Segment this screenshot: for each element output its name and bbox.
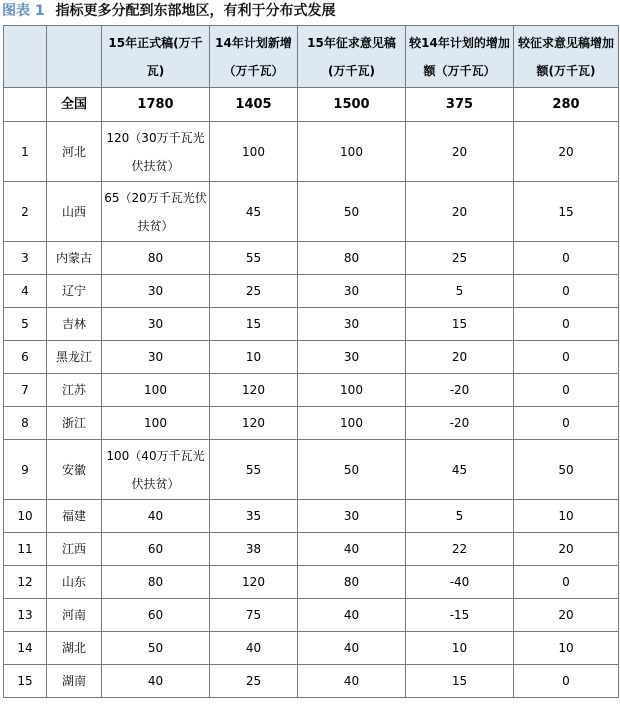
row-index-cell: 13 (4, 599, 47, 632)
row-index-cell: 12 (4, 566, 47, 599)
draft-15-cell: 30 (298, 500, 406, 533)
vs-14-cell: 20 (406, 182, 514, 242)
plan-14-cell: 35 (210, 500, 298, 533)
region-cell: 江西 (47, 533, 102, 566)
vs-draft-cell: 50 (514, 440, 619, 500)
region-cell: 河南 (47, 599, 102, 632)
row-index-cell (4, 88, 47, 122)
table-row (4, 632, 619, 665)
row-index-cell: 4 (4, 275, 47, 308)
vs-draft-cell: 0 (514, 407, 619, 440)
region-cell: 辽宁 (47, 275, 102, 308)
formal-15-cell: 80 (102, 566, 210, 599)
header-index (4, 26, 47, 88)
vs-draft-cell: 0 (514, 341, 619, 374)
row-index-cell: 7 (4, 374, 47, 407)
vs-14-cell: 375 (406, 88, 514, 122)
plan-14-cell: 120 (210, 374, 298, 407)
table-row (4, 122, 619, 182)
draft-15-cell: 30 (298, 275, 406, 308)
header-plan-14: 14年计划新增（万千瓦） (210, 26, 298, 88)
draft-15-cell: 100 (298, 374, 406, 407)
formal-15-cell: 30 (102, 308, 210, 341)
region-cell: 吉林 (47, 308, 102, 341)
vs-draft-cell: 0 (514, 275, 619, 308)
draft-15-cell: 40 (298, 632, 406, 665)
vs-draft-cell: 280 (514, 88, 619, 122)
vs-14-cell: 10 (406, 632, 514, 665)
vs-14-cell: 5 (406, 500, 514, 533)
plan-14-cell: 45 (210, 182, 298, 242)
vs-14-cell: 20 (406, 122, 514, 182)
draft-15-cell: 40 (298, 665, 406, 698)
plan-14-cell: 100 (210, 122, 298, 182)
region-cell: 河北 (47, 122, 102, 182)
vs-14-cell: -20 (406, 407, 514, 440)
header-vs-draft: 较征求意见稿增加额(万千瓦) (514, 26, 619, 88)
vs-14-cell: 5 (406, 275, 514, 308)
table-row (4, 665, 619, 698)
plan-14-cell: 15 (210, 308, 298, 341)
table-row (4, 341, 619, 374)
draft-15-cell: 100 (298, 122, 406, 182)
table-row (4, 308, 619, 341)
row-index-cell: 2 (4, 182, 47, 242)
table-row (4, 599, 619, 632)
vs-draft-cell: 20 (514, 122, 619, 182)
formal-15-cell: 100 (102, 374, 210, 407)
table-row (4, 182, 619, 242)
row-index-cell: 15 (4, 665, 47, 698)
draft-15-cell: 30 (298, 308, 406, 341)
formal-15-cell: 100（40万千瓦光伏扶贫） (102, 440, 210, 500)
figure-label: 图表 1 (2, 3, 45, 19)
vs-draft-cell: 20 (514, 533, 619, 566)
region-cell: 黑龙江 (47, 341, 102, 374)
formal-15-cell: 100 (102, 407, 210, 440)
formal-15-cell: 30 (102, 275, 210, 308)
formal-15-cell: 1780 (102, 88, 210, 122)
vs-14-cell: 25 (406, 242, 514, 275)
header-formal-15: 15年正式稿(万千瓦) (102, 26, 210, 88)
plan-14-cell: 1405 (210, 88, 298, 122)
figure-title (0, 0, 620, 22)
region-cell: 福建 (47, 500, 102, 533)
draft-15-cell: 40 (298, 599, 406, 632)
vs-14-cell: -20 (406, 374, 514, 407)
plan-14-cell: 25 (210, 275, 298, 308)
vs-draft-cell: 20 (514, 599, 619, 632)
header-draft-15: 15年征求意见稿(万千瓦) (298, 26, 406, 88)
draft-15-cell: 50 (298, 440, 406, 500)
draft-15-cell: 80 (298, 566, 406, 599)
draft-15-cell: 30 (298, 341, 406, 374)
formal-15-cell: 40 (102, 665, 210, 698)
row-index-cell: 5 (4, 308, 47, 341)
table-header-row (4, 26, 619, 88)
formal-15-cell: 65（20万千瓦光伏扶贫） (102, 182, 210, 242)
plan-14-cell: 25 (210, 665, 298, 698)
draft-15-cell: 50 (298, 182, 406, 242)
table-row (4, 275, 619, 308)
row-index-cell: 1 (4, 122, 47, 182)
allocation-table (3, 25, 619, 698)
plan-14-cell: 40 (210, 632, 298, 665)
draft-15-cell: 40 (298, 533, 406, 566)
region-cell: 湖南 (47, 665, 102, 698)
vs-draft-cell: 10 (514, 500, 619, 533)
row-index-cell: 11 (4, 533, 47, 566)
total-row (4, 88, 619, 122)
region-cell: 江苏 (47, 374, 102, 407)
region-cell: 安徽 (47, 440, 102, 500)
region-cell: 浙江 (47, 407, 102, 440)
figure-caption: 指标更多分配到东部地区，有利于分布式发展 (55, 3, 336, 19)
region-cell: 山东 (47, 566, 102, 599)
formal-15-cell: 30 (102, 341, 210, 374)
vs-14-cell: -40 (406, 566, 514, 599)
draft-15-cell: 1500 (298, 88, 406, 122)
table-body (4, 88, 619, 698)
plan-14-cell: 10 (210, 341, 298, 374)
plan-14-cell: 120 (210, 407, 298, 440)
vs-14-cell: 20 (406, 341, 514, 374)
table-row (4, 500, 619, 533)
vs-draft-cell: 0 (514, 665, 619, 698)
table-row (4, 407, 619, 440)
plan-14-cell: 75 (210, 599, 298, 632)
region-cell: 山西 (47, 182, 102, 242)
vs-draft-cell: 0 (514, 566, 619, 599)
row-index-cell: 10 (4, 500, 47, 533)
formal-15-cell: 120（30万千瓦光伏扶贫） (102, 122, 210, 182)
region-cell: 湖北 (47, 632, 102, 665)
table-row (4, 566, 619, 599)
vs-14-cell: 45 (406, 440, 514, 500)
plan-14-cell: 55 (210, 242, 298, 275)
plan-14-cell: 55 (210, 440, 298, 500)
plan-14-cell: 38 (210, 533, 298, 566)
header-vs-14: 较14年计划的增加额（万千瓦） (406, 26, 514, 88)
vs-14-cell: -15 (406, 599, 514, 632)
row-index-cell: 6 (4, 341, 47, 374)
vs-draft-cell: 0 (514, 242, 619, 275)
formal-15-cell: 40 (102, 500, 210, 533)
formal-15-cell: 60 (102, 599, 210, 632)
vs-draft-cell: 0 (514, 308, 619, 341)
formal-15-cell: 60 (102, 533, 210, 566)
draft-15-cell: 100 (298, 407, 406, 440)
draft-15-cell: 80 (298, 242, 406, 275)
formal-15-cell: 50 (102, 632, 210, 665)
vs-draft-cell: 15 (514, 182, 619, 242)
vs-14-cell: 15 (406, 665, 514, 698)
formal-15-cell: 80 (102, 242, 210, 275)
row-index-cell: 9 (4, 440, 47, 500)
vs-draft-cell: 0 (514, 374, 619, 407)
table-row (4, 440, 619, 500)
vs-14-cell: 22 (406, 533, 514, 566)
header-region (47, 26, 102, 88)
row-index-cell: 14 (4, 632, 47, 665)
region-cell: 全国 (47, 88, 102, 122)
table-row (4, 533, 619, 566)
region-cell: 内蒙古 (47, 242, 102, 275)
table-row (4, 374, 619, 407)
row-index-cell: 3 (4, 242, 47, 275)
plan-14-cell: 120 (210, 566, 298, 599)
vs-draft-cell: 10 (514, 632, 619, 665)
table-row (4, 242, 619, 275)
row-index-cell: 8 (4, 407, 47, 440)
vs-14-cell: 15 (406, 308, 514, 341)
